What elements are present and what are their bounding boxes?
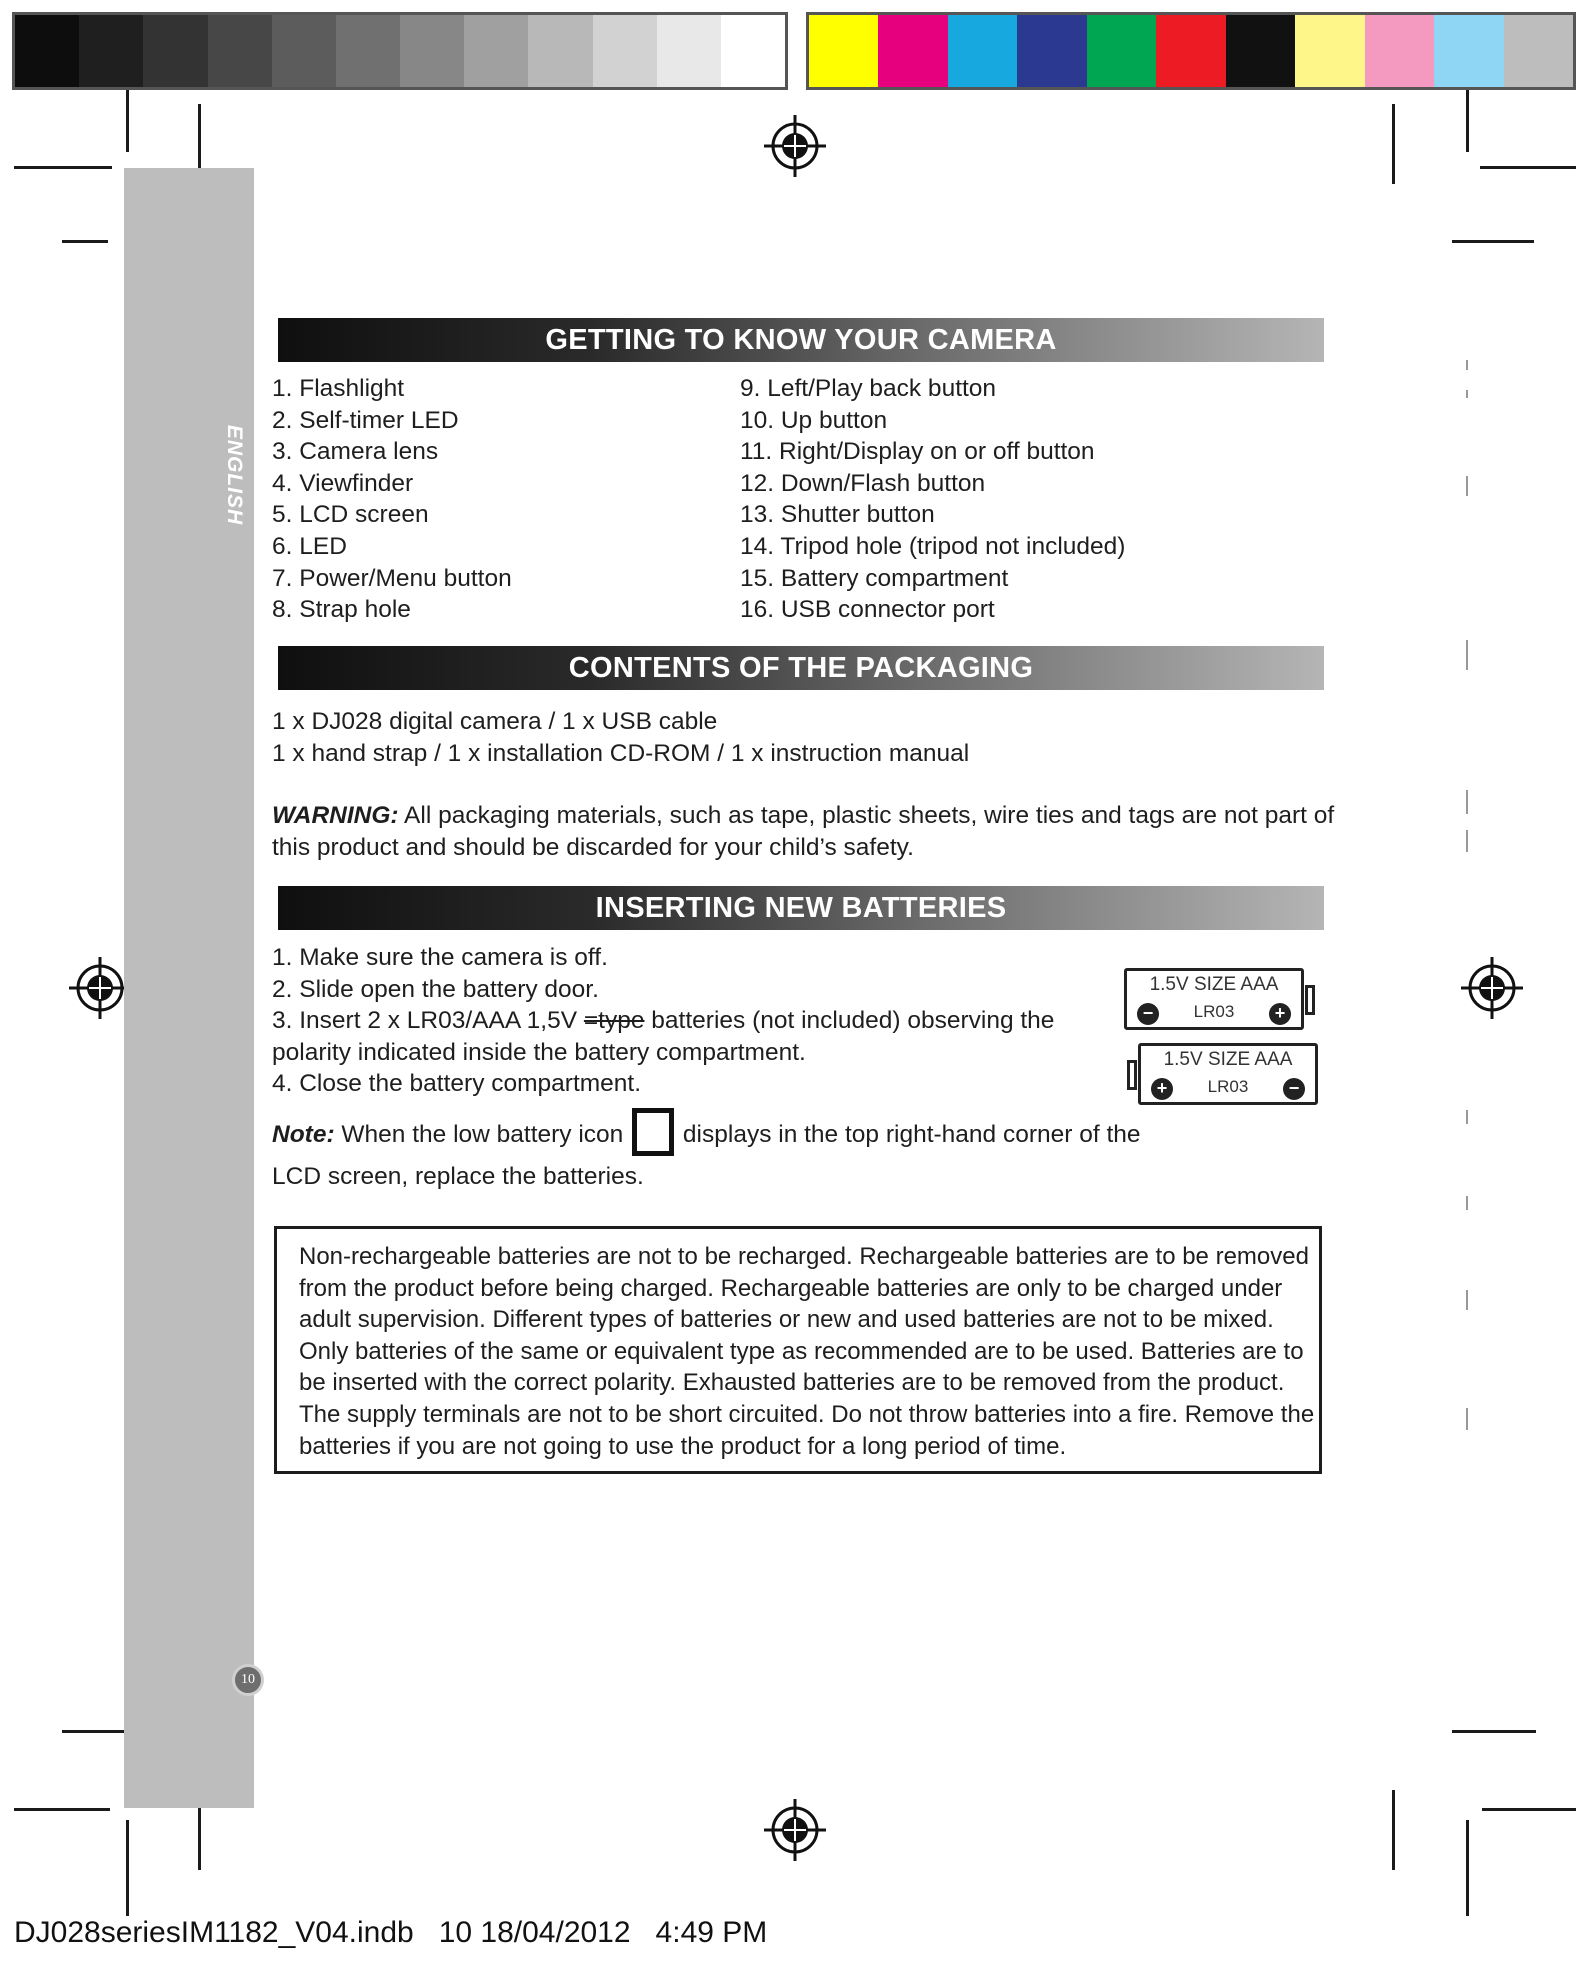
list-item: 13. Shutter button xyxy=(740,501,935,529)
battery-tip xyxy=(1305,985,1315,1015)
color-swatch xyxy=(593,15,657,87)
crop-mark xyxy=(1482,1808,1576,1811)
color-swatch xyxy=(528,15,592,87)
list-item: 5. LCD screen xyxy=(272,501,429,529)
warning-text: All packaging materials, such as tape, plastic sheets, wire ties and tags are not part of xyxy=(398,802,1335,829)
battery-safety-box xyxy=(274,1226,1322,1474)
color-swatch xyxy=(400,15,464,87)
color-swatch xyxy=(878,15,947,87)
registration-target-icon xyxy=(762,113,828,179)
battery-step: 2. Slide open the battery door. xyxy=(272,975,599,1003)
faint-mark xyxy=(1466,360,1468,370)
color-swatch xyxy=(1504,15,1573,87)
struck-text: =type xyxy=(583,1007,645,1035)
packaging-line: 1 x DJ028 digital camera / 1 x USB cable xyxy=(272,708,718,735)
packaging-contents xyxy=(272,706,969,769)
color-swatch xyxy=(15,15,79,87)
crop-mark xyxy=(1452,240,1534,243)
list-item: 9. Left/Play back button xyxy=(740,375,997,402)
crop-mark xyxy=(1466,1820,1469,1916)
list-item: 4. Viewfinder xyxy=(272,469,414,497)
grayscale-color-bar xyxy=(12,12,788,90)
minus-terminal-icon: − xyxy=(1283,1078,1305,1100)
color-swatch xyxy=(948,15,1017,87)
warning-label: WARNING: xyxy=(272,802,399,829)
language-label: ENGLISH xyxy=(223,424,246,526)
faint-mark xyxy=(1466,1290,1468,1310)
faint-mark xyxy=(1466,1196,1468,1210)
color-swatch xyxy=(143,15,207,87)
parts-list-right xyxy=(740,373,1125,626)
color-swatch xyxy=(79,15,143,87)
list-item: 6. LED xyxy=(272,532,347,560)
list-item: 14. Tripod hole (tripod not included) xyxy=(740,532,1126,560)
packaging-line: 1 x hand strap / 1 x installation CD-ROM / 1 x instruction manual xyxy=(272,739,970,767)
color-swatch xyxy=(1434,15,1503,87)
color-swatch xyxy=(336,15,400,87)
crop-mark xyxy=(1466,90,1469,152)
faint-mark xyxy=(1466,1110,1468,1124)
color-swatch xyxy=(464,15,528,87)
faint-mark xyxy=(1466,390,1468,398)
list-item: 11. Right/Display on or off button xyxy=(740,438,1095,466)
language-tab xyxy=(214,420,254,530)
color-swatch xyxy=(1295,15,1364,87)
safety-line: adult supervision. Different types of batteries or new and used batteries are not to be mixed. xyxy=(299,1306,1274,1334)
registration-target-icon xyxy=(762,1797,828,1863)
list-item: 7. Power/Menu button xyxy=(272,564,512,592)
note-label: Note: xyxy=(272,1121,335,1148)
crop-mark xyxy=(1392,104,1395,184)
crop-mark xyxy=(1392,1790,1395,1870)
faint-mark xyxy=(1466,790,1468,814)
battery-illustration-top: 1.5V SIZE AAA LR03 − + xyxy=(1124,968,1304,1030)
list-item: 10. Up button xyxy=(740,406,888,434)
list-item: 16. USB connector port xyxy=(740,596,995,624)
battery-steps xyxy=(272,942,1054,1100)
color-swatch xyxy=(721,15,785,87)
plus-terminal-icon: + xyxy=(1269,1003,1291,1025)
safety-line: Non-rechargeable batteries are not to be recharged. Rechargeable batteries are to be removed xyxy=(299,1243,1309,1270)
color-swatch xyxy=(272,15,336,87)
battery-tip xyxy=(1127,1060,1137,1090)
list-item: 1. Flashlight xyxy=(272,375,405,402)
parts-list-left xyxy=(272,373,512,626)
faint-mark xyxy=(1466,640,1468,670)
list-item: 2. Self-timer LED xyxy=(272,406,459,434)
color-swatch xyxy=(1156,15,1225,87)
section-header-packaging: CONTENTS OF THE PACKAGING xyxy=(278,646,1324,690)
color-swatch xyxy=(1087,15,1156,87)
crop-mark xyxy=(1480,166,1576,169)
color-swatch xyxy=(1226,15,1295,87)
faint-mark xyxy=(1466,476,1468,496)
color-swatch xyxy=(809,15,878,87)
battery-illustration-bottom: 1.5V SIZE AAA LR03 + − xyxy=(1138,1043,1318,1105)
crop-mark xyxy=(14,1808,110,1811)
battery-step: polarity indicated inside the battery compartment. xyxy=(272,1038,806,1066)
list-item: 3. Camera lens xyxy=(272,438,439,466)
faint-mark xyxy=(1466,830,1468,852)
crop-mark xyxy=(1452,1730,1536,1733)
color-swatch xyxy=(1365,15,1434,87)
color-swatch xyxy=(657,15,721,87)
safety-line: The supply terminals are not to be short circuited. Do not throw batteries into a fire. Remove the xyxy=(299,1400,1315,1428)
crop-mark xyxy=(14,166,112,169)
safety-line: be inserted with the correct polarity. Exhausted batteries are to be removed from the product. xyxy=(299,1369,1285,1397)
section-header-know-camera: GETTING TO KNOW YOUR CAMERA xyxy=(278,318,1324,362)
packaging-warning xyxy=(272,800,1334,863)
color-swatch xyxy=(1017,15,1086,87)
crop-mark xyxy=(126,1820,129,1916)
sidebar-band xyxy=(124,168,254,1808)
low-battery-icon xyxy=(632,1108,674,1156)
page-number-badge: 10 xyxy=(232,1664,264,1696)
plus-terminal-icon: + xyxy=(1151,1078,1173,1100)
crop-mark xyxy=(62,240,108,243)
list-item: 8. Strap hole xyxy=(272,596,411,624)
safety-line: Only batteries of the same or equivalent type as recommended are to be used. Batteries are to xyxy=(299,1337,1304,1365)
registration-target-icon xyxy=(1459,955,1525,1021)
battery-step: 4. Close the battery compartment. xyxy=(272,1070,642,1098)
process-color-bar xyxy=(806,12,1576,90)
crop-mark xyxy=(126,90,129,152)
faint-mark xyxy=(1466,1408,1468,1430)
battery-note: Note: When the low battery icon displays in the top right-hand corner of the LCD screen, replace the batteries. xyxy=(272,1108,1141,1198)
color-swatch xyxy=(208,15,272,87)
list-item: 12. Down/Flash button xyxy=(740,469,986,497)
warning-text: this product and should be discarded for your child’s safety. xyxy=(272,833,914,861)
print-slug: DJ028seriesIM1182_V04.indb 10 18/04/2012 4:49 PM xyxy=(14,1916,768,1949)
safety-line: from the product before being charged. Rechargeable batteries are only to be charged under xyxy=(299,1274,1283,1302)
battery-step: 3. Insert 2 x LR03/AAA 1,5V =type batteries (not included) observing the xyxy=(272,1007,1055,1035)
list-item: 15. Battery compartment xyxy=(740,564,1009,592)
safety-line: batteries if you are not going to use the product for a long period of time. xyxy=(299,1432,1067,1460)
note-text: LCD screen, replace the batteries. xyxy=(272,1163,644,1190)
battery-step: 1. Make sure the camera is off. xyxy=(272,944,608,971)
section-header-batteries: INSERTING NEW BATTERIES xyxy=(278,886,1324,930)
minus-terminal-icon: − xyxy=(1137,1003,1159,1025)
